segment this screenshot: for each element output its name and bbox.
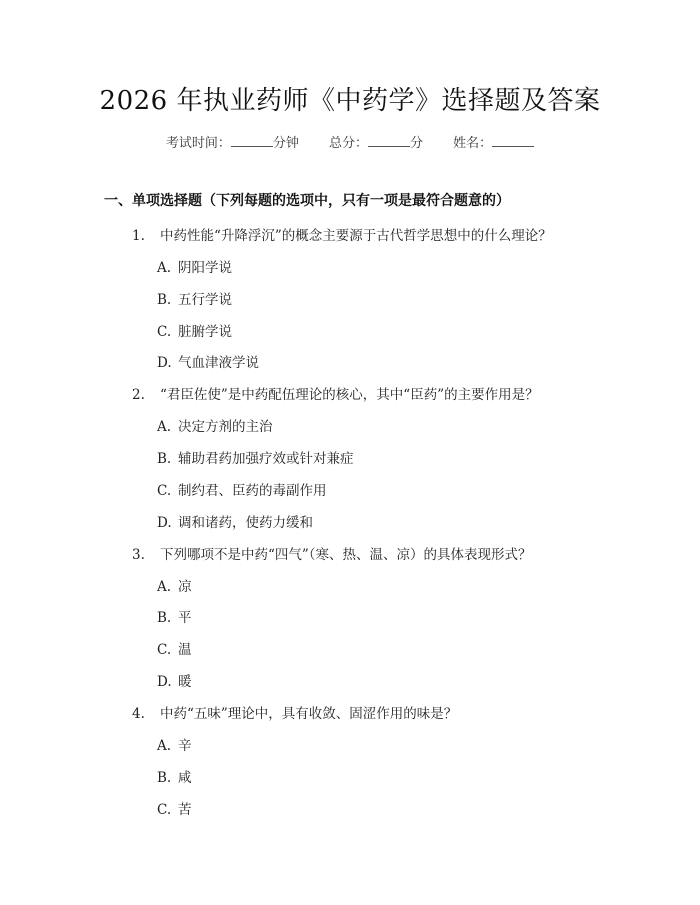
exam-time-field [166, 132, 299, 151]
option-1c [157, 320, 232, 340]
total-score-unit: 分 [410, 136, 424, 151]
option-4a [157, 734, 192, 754]
option-2d [157, 511, 313, 531]
option-letter: B. [157, 451, 172, 467]
option-2b [157, 447, 354, 467]
option-4b [157, 766, 192, 786]
question-text: 中药“五味”理论中，具有收敛、固涩作用的味是？ [160, 706, 458, 722]
exam-time-unit: 分钟 [272, 136, 299, 151]
exam-time-blank [231, 135, 273, 147]
question-number: 2. [132, 387, 145, 403]
option-letter: C. [157, 802, 172, 818]
option-letter: D. [157, 674, 172, 690]
exam-info-line [0, 132, 700, 151]
option-1d [157, 351, 259, 371]
question-3 [132, 543, 532, 563]
option-2c [157, 479, 327, 499]
option-letter: B. [157, 610, 172, 626]
option-text: 决定方剂的主治 [178, 419, 273, 435]
question-text: 中药性能“升降浮沉”的概念主要源于古代哲学思想中的什么理论？ [160, 228, 552, 244]
name-blank [492, 135, 534, 147]
option-letter: B. [157, 770, 172, 786]
question-text: “君臣佐使”是中药配伍理论的核心，其中“臣药”的主要作用是？ [160, 387, 539, 403]
option-text: 苦 [178, 802, 192, 818]
option-letter: A. [157, 579, 172, 595]
option-text: 辛 [178, 738, 192, 754]
option-letter: B. [157, 292, 172, 308]
option-text: 辅助君药加强疗效或针对兼症 [178, 451, 354, 467]
option-text: 制约君、臣药的毒副作用 [178, 483, 327, 499]
question-text: 下列哪项不是中药“四气”（寒、热、温、凉）的具体表现形式？ [160, 547, 532, 563]
option-text: 平 [178, 610, 192, 626]
option-letter: C. [157, 324, 172, 340]
option-4c [157, 798, 192, 818]
option-3b [157, 606, 192, 626]
option-letter: D. [157, 515, 172, 531]
option-1b [157, 288, 232, 308]
option-1a [157, 256, 232, 276]
option-text: 调和诸药，使药力缓和 [178, 515, 313, 531]
name-field [453, 132, 534, 151]
option-letter: C. [157, 483, 172, 499]
question-1 [132, 224, 552, 244]
option-text: 气血津液学说 [178, 355, 259, 371]
option-text: 五行学说 [178, 292, 232, 308]
option-3d [157, 670, 192, 690]
option-text: 暖 [178, 674, 192, 690]
option-3c [157, 638, 192, 658]
name-label: 姓名： [453, 136, 493, 151]
question-2 [132, 383, 539, 403]
total-score-label: 总分： [328, 136, 368, 151]
question-number: 3. [132, 547, 145, 563]
option-letter: C. [157, 642, 172, 658]
page-title: 2026 年执业药师《中药学》选择题及答案 [99, 86, 601, 116]
question-number: 4. [132, 706, 145, 722]
option-text: 温 [178, 642, 192, 658]
exam-time-label: 考试时间： [165, 136, 231, 151]
section-heading: 一、单项选择题（下列每题的选项中，只有一项是最符合题意的） [104, 193, 510, 209]
option-letter: A. [157, 419, 172, 435]
option-letter: A. [157, 738, 172, 754]
option-text: 阴阳学说 [178, 260, 232, 276]
total-score-field [329, 132, 423, 151]
question-number: 1. [132, 228, 145, 244]
option-letter: A. [157, 260, 172, 276]
total-score-blank [368, 135, 410, 147]
option-text: 咸 [178, 770, 192, 786]
question-4 [132, 702, 457, 722]
option-letter: D. [157, 355, 172, 371]
option-3a [157, 575, 192, 595]
option-text: 凉 [178, 579, 192, 595]
option-2a [157, 415, 273, 435]
option-text: 脏腑学说 [178, 324, 232, 340]
